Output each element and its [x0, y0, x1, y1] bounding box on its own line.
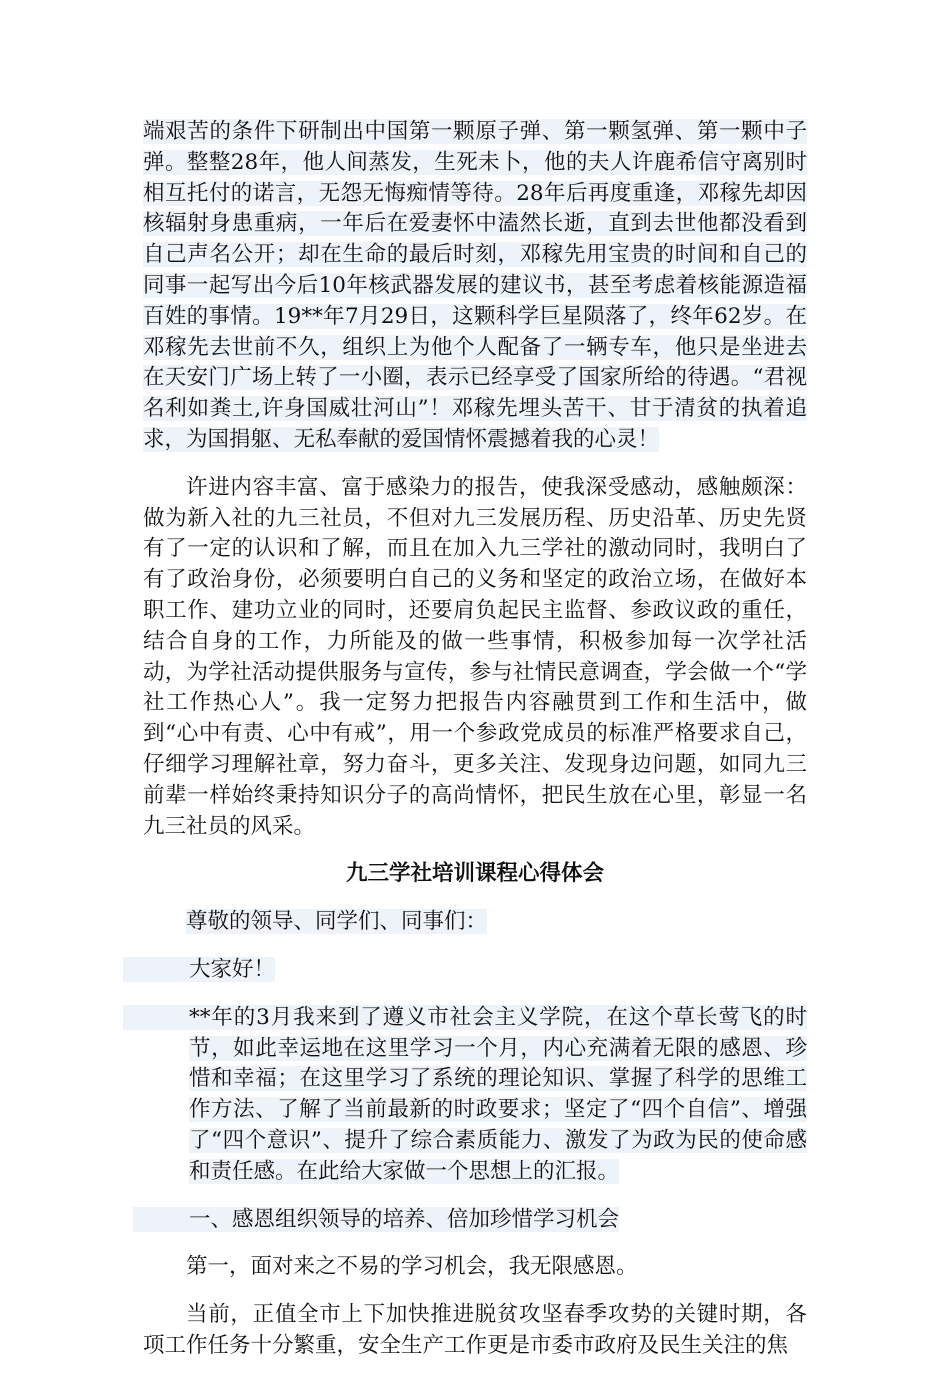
point-text: 第一，面对来之不易的学习机会，我无限感恩。: [186, 1254, 638, 1280]
point-1: [143, 1252, 807, 1283]
document-page: [143, 117, 807, 1379]
section-heading-1: [143, 1205, 807, 1236]
body-paragraph-2: [143, 473, 807, 843]
salutation: [143, 907, 807, 938]
body-paragraph-1: [143, 117, 807, 456]
section-heading-text: 一、感恩组织领导的培养、倍加珍惜学习机会: [133, 1207, 619, 1232]
paragraph-text: 当前，正值全市上下加快推进脱贫攻坚春季攻势的关键时期，各项工作任务十分繁重，安全生产工作更是市委市政府及民生关注的焦: [143, 1302, 807, 1358]
body-paragraph-last: [143, 1300, 807, 1362]
greeting-text: 大家好！: [123, 957, 275, 982]
intro-text: **年的3月我来到了遵义市社会主义学院，在这个草长莺飞的时节，如此幸运地在这里学习一个月，内心充满着无限的感恩、珍惜和幸福；在这里学习了系统的理论知识、掌握了科学的思维工作方法、了解了当前最新的时政要求；坚定了“四个自信”、增强了“四个意识”、提升了综合素质能力、激发了为政为民的使命感和责任感。在此给大家做一个思想上的汇报。: [123, 1005, 807, 1184]
greeting: [143, 955, 807, 986]
intro-paragraph: [143, 1003, 807, 1188]
paragraph-text: 许进内容丰富、富于感染力的报告，使我深受感动，感触颇深：做为新入社的九三社员，不但对九三发展历程、历史沿革、历史先贤有了一定的认识和了解，而且在加入九三学社的激动同时，我明白了有了政治身份，必须要明白自己的义务和坚定的政治立场，在做好本职工作、建功立业的同时，还要肩负起民主监督、参政议政的重任，结合自身的工作，力所能及的做一些事情，积极参加每一次学社活动，为学社活动提供服务与宣传，参与社情民意调查，学会做一个“学社工作热心人”。我一定努力把报告内容融贯到工作和生活中，做到“心中有责、心中有戒”，用一个参政党成员的标准严格要求自己，仔细学习理解社章，努力奋斗，更多关注、发现身边问题，如同九三前辈一样始终秉持知识分子的高尚情怀，把民生放在心里，彰显一名九三社员的风采。: [143, 474, 807, 839]
salutation-text: 尊敬的领导、同学们、同事们：: [186, 909, 488, 935]
document-title: 九三学社培训课程心得体会: [345, 861, 604, 887]
paragraph-text: 端艰苦的条件下研制出中国第一颗原子弹、第一颗氢弹、第一颗中子弹。整整28年，他人间蒸发，生死未卜，他的夫人许鹿希信守离别时相互托付的诺言，无怨无悔痴情等待。28年后再度重逢，邓稼先却因核辐射身患重病，一年后在爱妻怀中溘然长逝，直到去世他都没看到自己声名公开；却在生命的最后时刻，邓稼先用宝贵的时间和自己的同事一起写出今后10年核武器发展的建议书，甚至考虑着核能源造福百姓的事情。19**年7月29日，这颗科学巨星陨落了，终年62岁。在邓稼先去世前不久，组织上为他个人配备了一辆专车，他只是坐进去在天安门广场上转了一小圈，表示已经享受了国家所给的待遇。“君视名利如粪土,许身国威壮河山”！邓稼先埋头苦干、甘于清贫的执着追求，为国捐躯、无私奉献的爱国情怀震撼着我的心灵！: [143, 119, 807, 452]
